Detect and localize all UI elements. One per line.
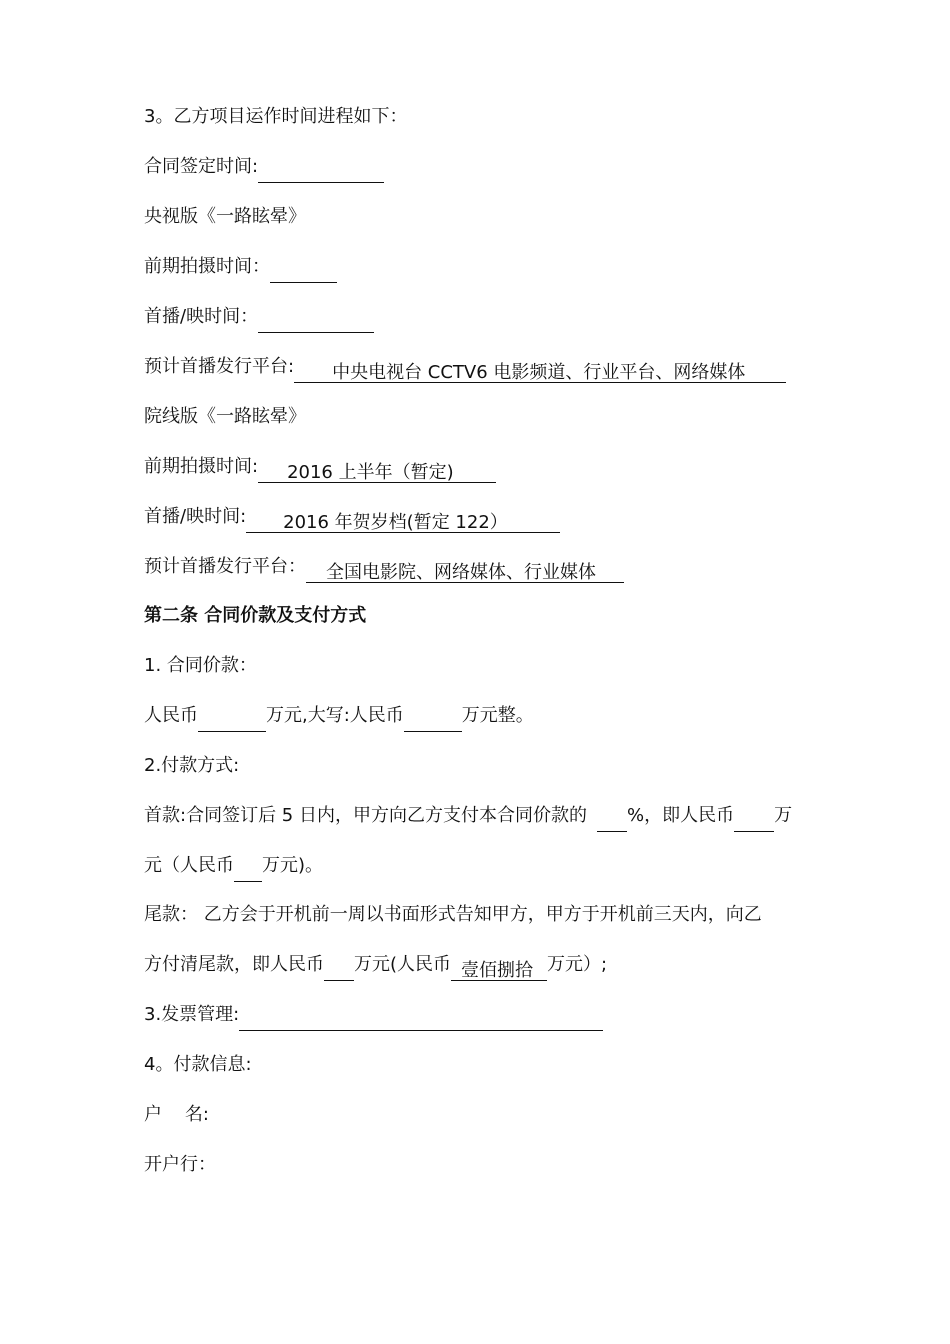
sign-time-blank [258,158,384,183]
cinema-platform-value: 全国电影院、网络媒体、行业媒体 [306,558,624,583]
cctv-version-title: 央视版《一路眩晕》 [144,206,306,227]
down-payment-rmb-blank [234,857,262,882]
cctv-premiere-time-blank [258,308,374,333]
payment-info-heading: 4。付款信息: [144,1054,252,1075]
final-payment-line-cont: 方付清尾款，即人民币 万元(人民币 壹佰捌拾 万元）; [144,954,608,981]
cinema-version-title: 院线版《一路眩晕》 [144,406,306,427]
final-payment-line: 尾款： 乙方会于开机前一周以书面形式告知甲方，甲方于开机前三天内，向乙 [144,904,762,925]
cctv-premiere-time: 首播/映时间： [144,301,374,333]
down-payment-amount-blank [734,807,774,832]
cinema-premiere-time-value: 2016 年贺岁档(暂定 122） [246,508,560,533]
cctv-shoot-time: 前期拍摄时间： [144,251,337,283]
payment-method-heading: 2.付款方式: [144,755,240,776]
schedule-heading: 3。乙方项目运作时间进程如下： [144,106,408,127]
cctv-platform: 预计首播发行平台: 中央电视台 CCTV6 电影频道、行业平台、网络媒体 [144,351,786,383]
contract-sign-time: 合同签定时间: [144,151,384,183]
down-payment-line-cont: 元（人民币 万元)。 [144,850,323,882]
contract-price-heading: 1. 合同价款： [144,655,257,676]
article-two-heading: 第二条 合同价款及支付方式 [144,605,367,626]
price-uppercase-blank [404,707,462,732]
invoice-blank [239,1006,603,1031]
bank-name: 开户行： [144,1154,216,1175]
cctv-shoot-time-blank [270,258,337,283]
cinema-premiere-time: 首播/映时间: 2016 年贺岁档(暂定 122） [144,501,560,533]
cctv-platform-value: 中央电视台 CCTV6 电影频道、行业平台、网络媒体 [294,358,786,383]
down-payment-percent-blank [597,807,627,832]
cinema-platform: 预计首播发行平台： 全国电影院、网络媒体、行业媒体 [144,551,624,583]
contract-price-line: 人民币 万元,大写:人民币 万元整。 [144,700,534,732]
final-payment-rmb-value: 壹佰捌拾 [451,956,547,981]
account-name: 户 名: [144,1104,209,1125]
down-payment-line: 首款:合同签订后 5 日内，甲方向乙方支付本合同价款的 %，即人民币 万 [144,800,792,832]
cinema-shoot-time-value: 2016 上半年（暂定) [258,458,496,483]
invoice-management: 3.发票管理: [144,999,603,1031]
price-amount-blank [198,707,266,732]
cinema-shoot-time: 前期拍摄时间: 2016 上半年（暂定) [144,451,496,483]
final-payment-amount-blank [324,956,354,981]
